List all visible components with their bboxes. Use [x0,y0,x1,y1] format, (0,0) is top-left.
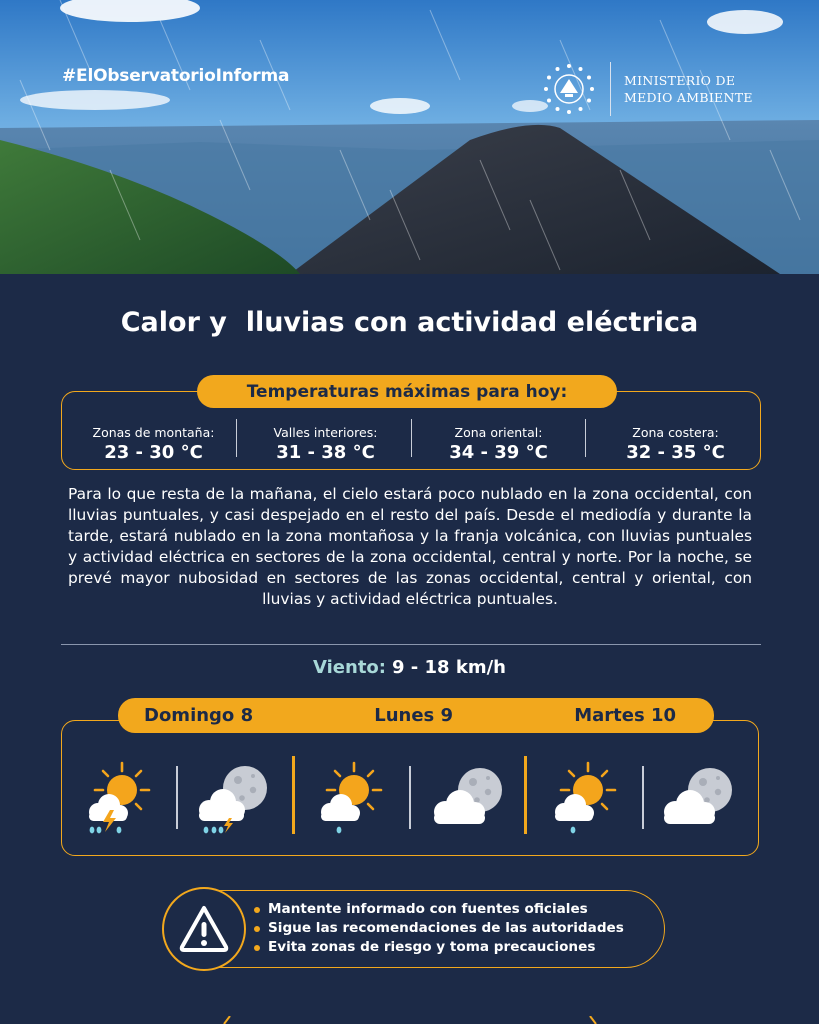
zone-label: Zona oriental: [454,425,543,440]
ministry-name [624,72,753,106]
zone-label: Zonas de montaña: [92,425,215,440]
zone-value: 34 - 39 °C [449,442,548,463]
zone-costera [588,425,763,463]
days-header [118,698,714,733]
zone-divider [236,419,237,457]
list-item: Evita zonas de riesgo y toma precauciones [252,938,624,957]
hashtag: #ElObservatorioInforma [62,66,290,86]
icon-divider [642,766,644,829]
wind-value: 9 - 18 km/h [392,657,506,678]
sun-cloud-rain-icon [314,760,394,840]
ministry-name-line1: MINISTERIO DE [624,73,736,88]
ministry-divider [610,62,611,116]
icon-divider [176,766,178,829]
day-name-lunes: Lunes 9 [374,705,454,726]
warning-badge [162,887,246,971]
zone-value: 23 - 30 °C [104,442,203,463]
day-name-martes: Martes 10 [574,705,676,726]
zone-montana [66,425,241,463]
list-item: Sigue las recomendaciones de las autoridades [252,919,624,938]
page-title: Calor y lluvias con actividad eléctrica [120,307,699,338]
ministry-name-line2: MEDIO AMBIENTE [624,90,753,105]
recommendations-list [252,900,624,957]
sun-cloud-storm-icon [82,760,162,840]
warning-triangle-icon [178,903,230,955]
icon-divider [409,766,411,829]
wind-info [0,657,819,678]
ministry-logo [540,60,780,120]
divider [61,644,761,645]
day-divider [524,756,527,834]
zone-oriental [411,425,586,463]
day-name-domingo: Domingo 8 [144,705,254,726]
forecast-text: Para lo que resta de la mañana, el cielo estará poco nublado en la zona occidental, con lluvias puntuales, y casi despejado en el resto del país. Desde el mediodía y durante la tarde, estará nublado en la zona montañosa y la franja volcánica, con lluvias puntuales y actividad eléctrica en sectores de la zona occidental, central y norte. Por la noche, se prevé mayor nubosidad en sectores de las zonas occidental, central y oriental, con lluvias y actividad eléctrica puntuales. [68,485,752,608]
sun-cloud-rain-icon [548,760,628,840]
moon-cloud-icon [658,760,738,840]
day-divider [292,756,295,834]
list-item: Mantente informado con fuentes oficiales [252,900,624,919]
zone-valles [238,425,413,463]
zone-label: Valles interiores: [273,425,378,440]
hero-image [0,0,819,274]
bottom-decoration [210,1016,610,1024]
zone-divider [585,419,586,457]
zone-value: 32 - 35 °C [626,442,725,463]
zone-label: Zona costera: [632,425,719,440]
wind-label: Viento: [313,657,386,678]
volcano-landscape-illustration [0,0,819,274]
national-seal-icon [540,60,598,118]
zone-value: 31 - 38 °C [276,442,375,463]
moon-cloud-icon [428,760,508,840]
moon-cloud-storm-icon [193,760,273,840]
temperatures-heading: Temperaturas máximas para hoy: [197,375,617,408]
